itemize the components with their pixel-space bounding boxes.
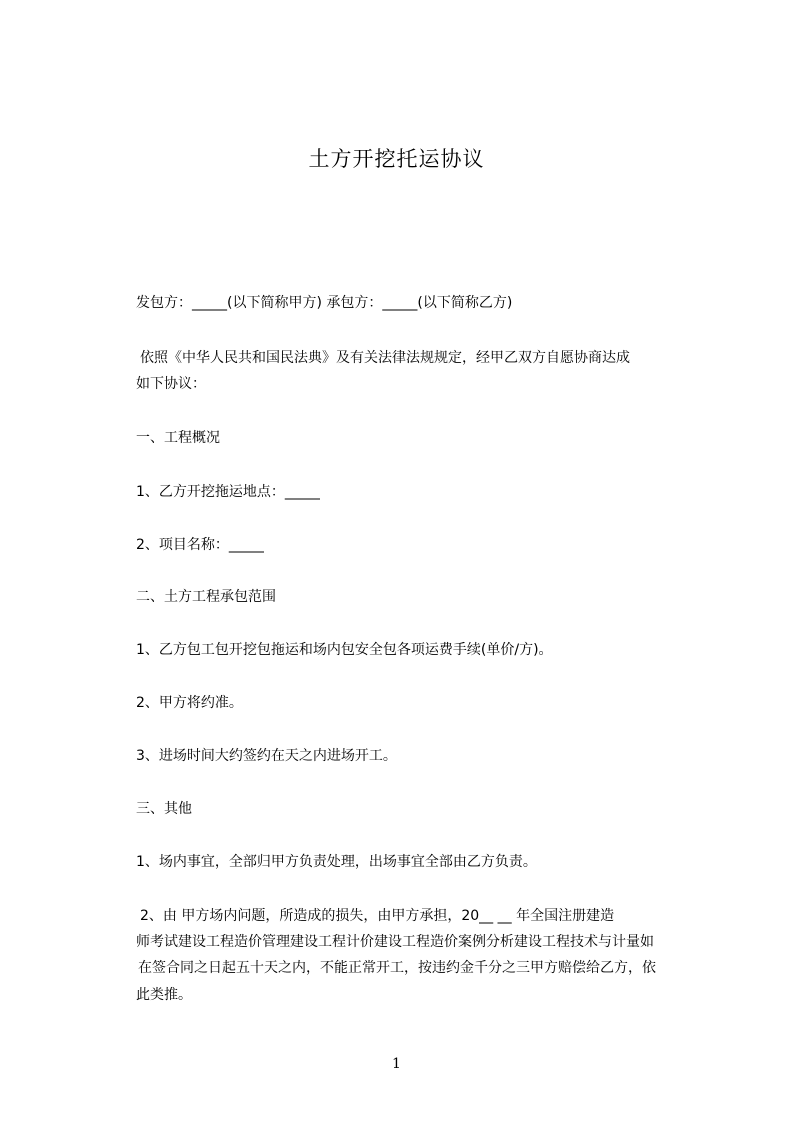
section-3-item-2-line-2: 师考试建设工程造价管理建设工程计价建设工程造价案例分析建设工程技术与计量如 bbox=[136, 934, 654, 950]
section-3-item-2-line-1: 2、由 甲方场内问题，所造成的损失，由甲方承担，20__ __ 年全国注册建造 bbox=[140, 908, 615, 924]
section-1-item-2: 2、项目名称：_____ bbox=[136, 537, 264, 553]
page-number: 1 bbox=[392, 1056, 401, 1072]
section-3-item-1: 1、场内事宜，全部归甲方负责处理，出场事宜全部由乙方负责。 bbox=[136, 854, 537, 870]
section-3-heading: 三、其他 bbox=[136, 801, 192, 817]
document-title: 土方开挖托运协议 bbox=[308, 147, 485, 171]
section-1-heading: 一、工程概况 bbox=[136, 430, 220, 446]
intro-line-1: 依照《中华人民共和国民法典》及有关法律法规规定，经甲乙双方自愿协商达成 bbox=[140, 350, 630, 366]
section-1-item-1: 1、乙方开挖拖运地点：_____ bbox=[136, 484, 320, 500]
section-2-item-1: 1、乙方包工包开挖包拖运和场内包安全包各项运费手续(单价/方)。 bbox=[136, 642, 553, 658]
section-2-item-3: 3、进场时间大约签约在天之内进场开工。 bbox=[136, 748, 397, 764]
section-2-item-2: 2、甲方将约准。 bbox=[136, 695, 243, 711]
section-3-item-2-line-3: 在签合同之日起五十天之内，不能正常开工，按违约金千分之三甲方赔偿给乙方，依 bbox=[138, 960, 656, 976]
parties-line: 发包方：_____(以下简称甲方) 承包方：_____(以下简称乙方) bbox=[136, 295, 513, 311]
section-2-heading: 二、土方工程承包范围 bbox=[136, 589, 276, 605]
intro-line-2: 如下协议： bbox=[136, 376, 206, 392]
section-3-item-2-line-4: 此类推。 bbox=[136, 987, 192, 1003]
